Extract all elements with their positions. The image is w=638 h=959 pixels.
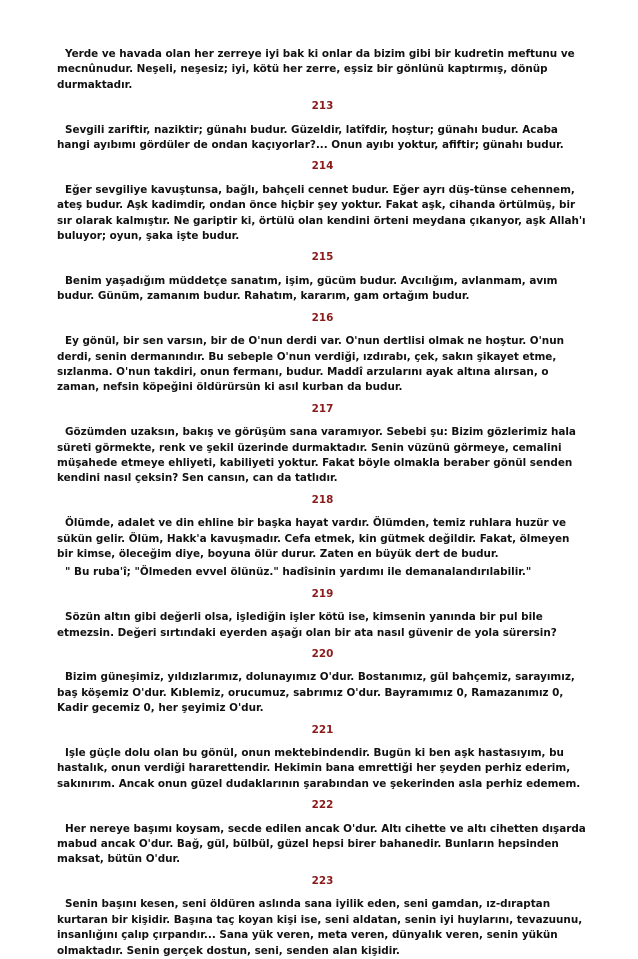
entry-number: 223 [311, 874, 334, 887]
entry-number: 218 [311, 493, 334, 506]
entry-number: 213 [311, 100, 334, 113]
entry-text: Işle güçle dolu olan bu gönül, onun mektebindendir. Bugün ki ben aşk hastasıyım, bu hastalık, onun verdiği hararettendir. Hekimin bana emrettiği her şeyden perhiz ederim, sakınırım. Ancak onun güzel dudaklarının şarabından ve şekerinden asla perhiz edemem. [57, 747, 581, 790]
entry-text: Benim yaşadığım müddetçe sanatım, işim, gücüm budur. Avcılığım, avlanmam, avım budur. Günüm, zamanım budur. Rahatım, kararım, gam ortağım budur. [57, 274, 558, 303]
entry-number: 214 [311, 160, 334, 173]
entry-text: Sözün altın gibi değerli olsa, işlediğin işler kötü ise, kimsenin yanında bir pul bile etmezsin. Değeri sırtındaki eyerden aşağı olan bir ata nasıl güvenir de yola sürersin? [57, 611, 557, 639]
entry-text: Her nereye başımı koysam, secde edilen ancak O'dur. Altı cihette ve altı cihetten dışarda mabud ancak O'dur. Bağ, gül, bülbül, güzel hepsi birer bahanedir. Bunların hepsinden maksat, bütün O'dur. [57, 822, 586, 866]
entry-number: 217 [311, 402, 334, 415]
entry-number: 222 [311, 799, 334, 812]
entry-number: 215 [311, 251, 334, 264]
entry-text: Sevgili zariftir, naziktir; günahı budur. Güzeldir, latîfdir, hoştur; günahı budur. Acaba hangi ayıbımı gördüler de ondan kaçıyorlar?... Onun ayıbı yoktur, afiftir; günahı budur. [57, 123, 564, 152]
entry-text: Gözümden uzaksın, bakış ve görüşüm sana varamıyor. Sebebi şu: Bizim gözlerimiz hala süreti görmekte, renk ve şekil üzerinde durmaktadır. Senin vüzünü görmeye, cemalini müşahede etmeye ehliyeti, kabiliyeti yoktur. Fakat böyle olmakla beraber gönül senden kendini nasıl çeksin? Sen cansın, can da tatlıdır. [57, 426, 576, 485]
entry-number: 219 [311, 587, 334, 600]
entry-number: 216 [311, 311, 334, 324]
entry-number: 220 [311, 648, 334, 660]
entry-text: Eğer sevgiliye kavuştunsa, bağlı, bahçeli cennet budur. Eğer ayrı düş-tünse cehennem, ateş budur. Aşk kadimdir, ondan önce hiçbir şey yoktur. Fakat aşk, cihanda örtülmüş, bir sır olarak kalmıştır. Ne gariptir ki, örtülü olan kendini örteni meydana çıkanyor, aşk Allah'ı buluyor; oyun, şaka işte budur. [57, 183, 586, 243]
entry-text: Bizim güneşimiz, yıldızlarımız, dolunayımız O'dur. Bostanımız, gül bahçemiz, sarayımız, baş köşemiz O'dur. Kıblemiz, orucumuz, sabrımız O'dur. Bayramımız 0, Ramazanımız 0, Kadir gecemiz 0, her şeyimiz O'dur. [57, 671, 575, 715]
entry-text: Ey gönül, bir sen varsın, bir de O'nun derdi var. O'nun dertlisi olmak ne hoştur. O'nun derdi, senin dermanındır. Bu sebeple O'nun verdiği, ızdırabı, çek, sakın şikayet etme, sızlanma. O'nun takdiri, onun fermanı, budur. Maddî arzularını ayak altına alırsan, o zaman, nefsin köpeğini öldürürsün ki asıl kurban da budur. [57, 335, 564, 394]
entry-text: Senin başını kesen, seni öldüren aslında sana iyilik eden, seni gamdan, ız-dıraptan kurtaran bir kişidir. Başına taç koyan kişi ise, seni aldatan, senin iyi huylarını, tevazuunu, insanlığını çalıp çırpandır... Sana yük veren, meta veren, dünyalık veren, senin yükün olmaktadır. Senin gerçek dostun, seni, senden alan kişidir. [57, 898, 583, 957]
intro-paragraph: Yerde ve havada olan her zerreye iyi bak ki onlar da bizim gibi bir kudretin meftunu ve mecnûnudur. Neşeli, neşesiz; iyi, kötü her zerre, eşsiz bir gönlünü kaptırmış, dönüp durmaktadır. [57, 48, 575, 91]
entry-note: " Bu ruba'î; "Ölmeden evvel ölünüz." hadîsinin yardımı ile demanalandırılabilir." [65, 566, 532, 579]
entry-text: Ölümde, adalet ve din ehline bir başka hayat vardır. Ölümden, temiz ruhlara huzür ve sükün gelir. Ölüm, Hakk'a kavuşmadır. Cefa etmek, kin gütmek değildir. Fakat, ölmeyen bir kimse, öleceğim diye, boyuna ölür durur. Zaten en büyük dert de budur. [57, 517, 570, 560]
entry-number: 221 [311, 723, 334, 736]
